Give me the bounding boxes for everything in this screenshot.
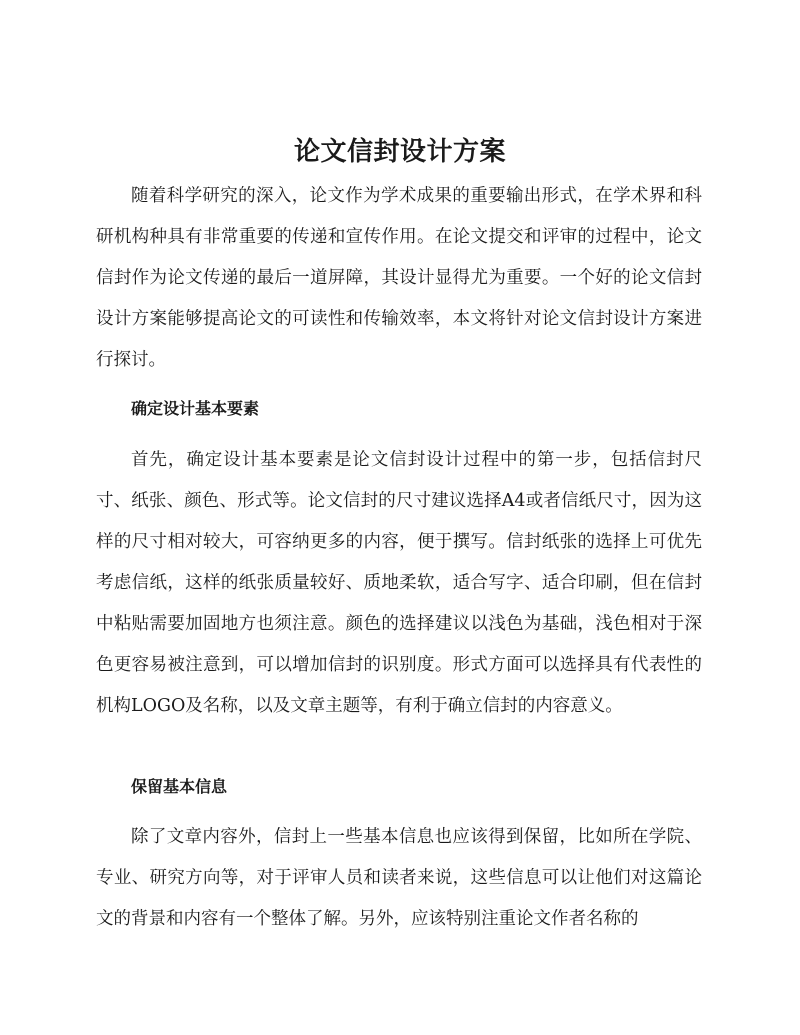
intro-paragraph: 随着科学研究的深入，论文作为学术成果的重要输出形式，在学术界和科研机构种具有非常重要的传递和宣传作用。在论文提交和评审的过程中，论文信封作为论文传递的最后一道屏障，其设计显得尤为重要。一个好的论文信封设计方案能够提高论文的可读性和传输效率，本文将针对论文信封设计方案进行探讨。 [96, 186, 702, 370]
section-paragraph-design-elements: 首先，确定设计基本要素是论文信封设计过程中的第一步，包括信封尺寸、纸张、颜色、形式等。论文信封的尺寸建议选择A4或者信纸尺寸，因为这样的尺寸相对较大，可容纳更多的内容，便于撰写。信封纸张的选择上可优先考虑信纸，这样的纸张质量较好、质地柔软，适合写字、适合印刷，但在信封中粘贴需要加固地方也须注意。颜色的选择建议以浅色为基础，浅色相对于深色更容易被注意到，可以增加信封的识别度。形式方面可以选择具有代表性的机构LOGO及名称，以及文章主题等，有利于确立信封的内容意义。 [96, 450, 702, 716]
page-title: 论文信封设计方案 [293, 137, 506, 167]
section-paragraph-basic-info: 除了文章内容外，信封上一些基本信息也应该得到保留，比如所在学院、专业、研究方向等，对于评审人员和读者来说，这些信息可以让他们对这篇论文的背景和内容有一个整体了解。另外，应该特别注重论文作者名称的 [96, 827, 702, 929]
section-heading-basic-info: 保留基本信息 [131, 777, 228, 796]
section-heading-design-elements: 确定设计基本要素 [131, 399, 260, 418]
